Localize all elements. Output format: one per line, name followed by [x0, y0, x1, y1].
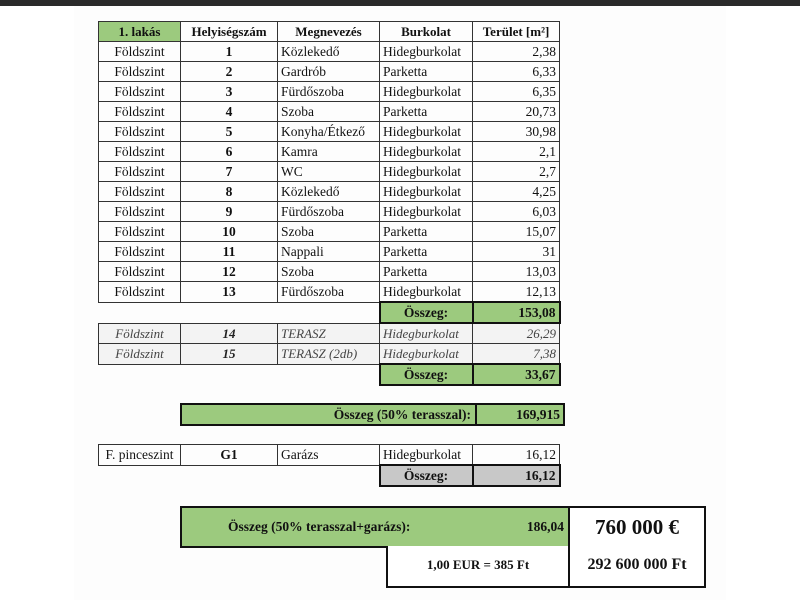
- room-floor: Földszint: [99, 42, 181, 62]
- room-area: 30,98: [473, 122, 560, 142]
- half-terrace-sum-value: 169,915: [476, 404, 564, 425]
- garage-number: G1: [181, 445, 278, 466]
- room-name: Nappali: [278, 242, 380, 262]
- garage-covering: Hidegburkolat: [380, 445, 473, 466]
- table-row: [99, 142, 560, 162]
- exchange-rate-box: [386, 546, 570, 588]
- room-number: 3: [181, 82, 278, 102]
- table-row: [99, 102, 560, 122]
- room-name: TERASZ: [278, 323, 380, 344]
- room-area: 2,38: [473, 42, 560, 62]
- garage-sum-value: 16,12: [473, 465, 560, 486]
- final-sum-label: Összeg (50% terasszal+garázs):: [228, 519, 411, 534]
- room-area: 4,25: [473, 182, 560, 202]
- half-terrace-sum-label: Összeg (50% terasszal):: [181, 404, 476, 425]
- room-covering: Parketta: [380, 102, 473, 122]
- room-area-table: [98, 21, 561, 386]
- room-covering: Hidegburkolat: [380, 162, 473, 182]
- terraces-sum-row: [99, 364, 560, 385]
- final-sum-value: 186,04: [526, 519, 564, 534]
- header-area: Terület [m²]: [473, 22, 560, 42]
- room-area: 7,38: [473, 344, 560, 365]
- room-number: 15: [181, 344, 278, 365]
- room-number: 6: [181, 142, 278, 162]
- table-row: [99, 182, 560, 202]
- room-floor: Földszint: [99, 262, 181, 282]
- room-number: 12: [181, 262, 278, 282]
- room-number: 10: [181, 222, 278, 242]
- table-row: [99, 62, 560, 82]
- room-name: Szoba: [278, 222, 380, 242]
- room-name: Fürdőszoba: [278, 282, 380, 303]
- room-name: Szoba: [278, 102, 380, 122]
- room-number: 13: [181, 282, 278, 303]
- table-row: [99, 42, 560, 62]
- room-name: Szoba: [278, 262, 380, 282]
- room-number: 4: [181, 102, 278, 122]
- room-area: 20,73: [473, 102, 560, 122]
- price-eur-box: [568, 506, 706, 548]
- table-row: [99, 162, 560, 182]
- table-row: [99, 202, 560, 222]
- room-floor: Földszint: [99, 102, 181, 122]
- room-area: 6,03: [473, 202, 560, 222]
- table-row: [99, 242, 560, 262]
- garage-name: Garázs: [278, 445, 380, 466]
- room-floor: Földszint: [99, 222, 181, 242]
- table-row: [99, 445, 560, 466]
- garage-sum-label: Összeg:: [380, 465, 473, 486]
- room-floor: Földszint: [99, 202, 181, 222]
- table-row: [99, 222, 560, 242]
- room-covering: Parketta: [380, 262, 473, 282]
- garage-sum-row: [99, 465, 560, 486]
- room-name: Kamra: [278, 142, 380, 162]
- room-name: Konyha/Étkező: [278, 122, 380, 142]
- room-covering: Parketta: [380, 242, 473, 262]
- header-floor: 1. lakás: [99, 22, 181, 42]
- room-name: Közlekedő: [278, 182, 380, 202]
- room-floor: Földszint: [99, 282, 181, 303]
- room-number: 1: [181, 42, 278, 62]
- room-area: 13,03: [473, 262, 560, 282]
- room-number: 9: [181, 202, 278, 222]
- room-number: 14: [181, 323, 278, 344]
- table-header-row: [99, 22, 560, 42]
- room-covering: Hidegburkolat: [380, 344, 473, 365]
- room-area: 6,33: [473, 62, 560, 82]
- room-floor: Földszint: [99, 122, 181, 142]
- room-number: 8: [181, 182, 278, 202]
- room-name: WC: [278, 162, 380, 182]
- rooms-sum-row: [99, 302, 560, 323]
- room-number: 2: [181, 62, 278, 82]
- exchange-rate: 1,00 EUR = 385 Ft: [426, 557, 530, 572]
- room-covering: Hidegburkolat: [380, 122, 473, 142]
- rooms-sum-label: Összeg:: [380, 302, 473, 323]
- room-covering: Parketta: [380, 222, 473, 242]
- room-area: 12,13: [473, 282, 560, 303]
- room-floor: Földszint: [99, 82, 181, 102]
- room-name: Fürdőszoba: [278, 202, 380, 222]
- price-eur: 760 000 €: [595, 515, 679, 539]
- rooms-sum-value: 153,08: [473, 302, 560, 323]
- terraces-sum-value: 33,67: [473, 364, 560, 385]
- room-floor: Földszint: [99, 182, 181, 202]
- room-name: Fürdőszoba: [278, 82, 380, 102]
- header-covering: Burkolat: [380, 22, 473, 42]
- room-floor: Földszint: [99, 142, 181, 162]
- table-row: [99, 282, 560, 303]
- price-ft-box: [568, 546, 706, 588]
- table-row: [99, 122, 560, 142]
- room-covering: Hidegburkolat: [380, 42, 473, 62]
- garage-floor: F. pinceszint: [99, 445, 181, 466]
- room-area: 15,07: [473, 222, 560, 242]
- room-number: 11: [181, 242, 278, 262]
- room-number: 7: [181, 162, 278, 182]
- room-floor: Földszint: [99, 242, 181, 262]
- room-covering: Hidegburkolat: [380, 82, 473, 102]
- final-sum-box: [180, 506, 570, 548]
- room-covering: Parketta: [380, 62, 473, 82]
- room-floor: Földszint: [99, 62, 181, 82]
- room-covering: Hidegburkolat: [380, 202, 473, 222]
- room-floor: Földszint: [99, 323, 181, 344]
- garage-table: [98, 444, 561, 487]
- header-name: Megnevezés: [278, 22, 380, 42]
- table-row: [99, 82, 560, 102]
- header-room-number: Helyiségszám: [181, 22, 278, 42]
- room-area: 2,1: [473, 142, 560, 162]
- room-floor: Földszint: [99, 344, 181, 365]
- room-name: TERASZ (2db): [278, 344, 380, 365]
- half-terrace-sum-box: [180, 403, 565, 426]
- room-area: 6,35: [473, 82, 560, 102]
- table-row: [99, 262, 560, 282]
- terraces-sum-label: Összeg:: [380, 364, 473, 385]
- table-row: [99, 323, 560, 344]
- room-covering: Hidegburkolat: [380, 323, 473, 344]
- table-row: [99, 344, 560, 365]
- room-area: 31: [473, 242, 560, 262]
- room-floor: Földszint: [99, 162, 181, 182]
- room-name: Gardrób: [278, 62, 380, 82]
- price-ft: 292 600 000 Ft: [587, 556, 687, 573]
- garage-area: 16,12: [473, 445, 560, 466]
- room-covering: Hidegburkolat: [380, 282, 473, 303]
- room-name: Közlekedő: [278, 42, 380, 62]
- room-area: 26,29: [473, 323, 560, 344]
- room-number: 5: [181, 122, 278, 142]
- room-covering: Hidegburkolat: [380, 142, 473, 162]
- room-area: 2,7: [473, 162, 560, 182]
- room-covering: Hidegburkolat: [380, 182, 473, 202]
